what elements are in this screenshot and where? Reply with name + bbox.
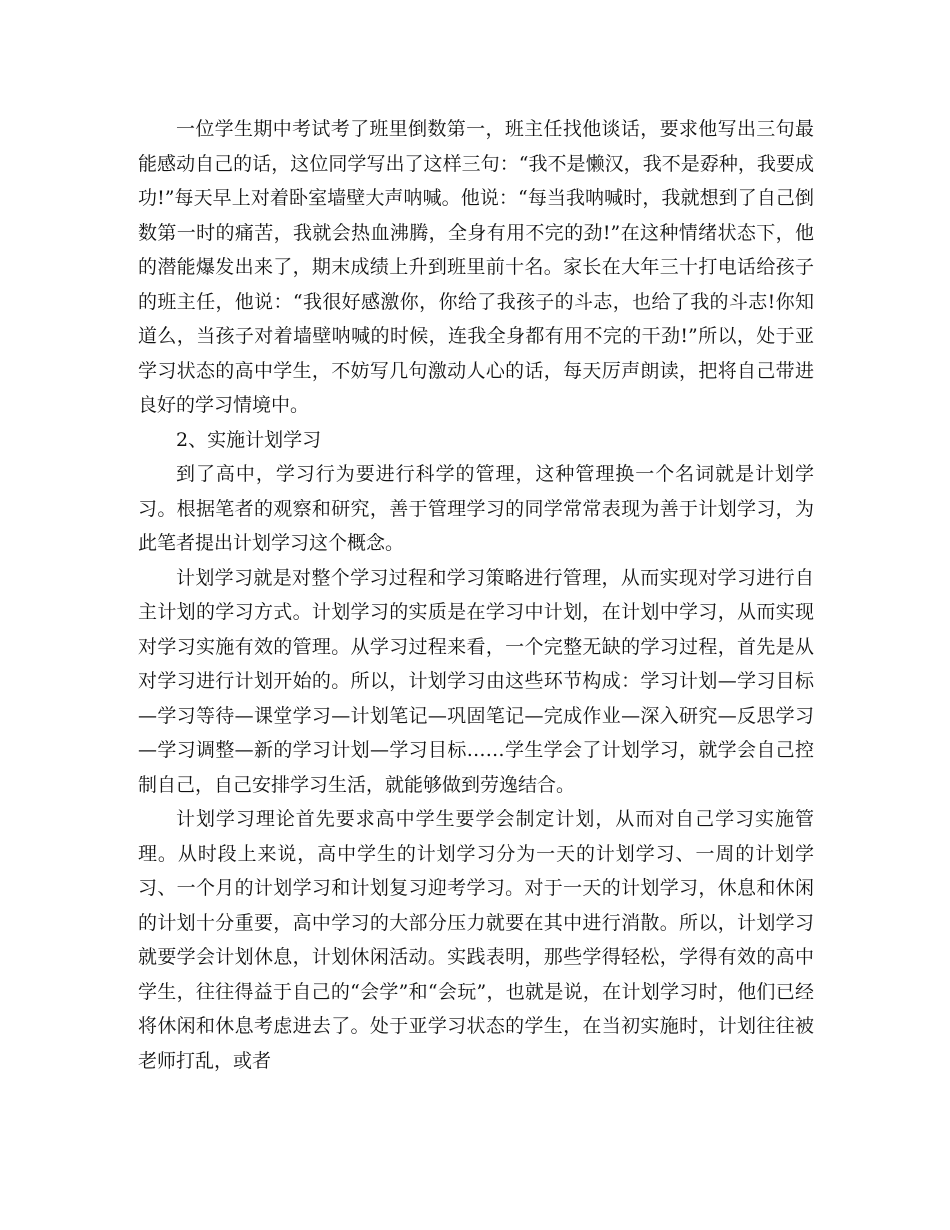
paragraph-planned-learning-definition: 计划学习就是对整个学习过程和学习策略进行管理，从而实现对学习进行自主计划的学习方式。计划学习的实质是在学习中计划，在计划中学习，从而实现对学习实施有效的管理。从学习过程来看，一个完整无缺的学习过程，首先是从对学习进行计划开始的。所以，计划学习由这些环节构成：学习计划—学习目标—学习等待—课堂学习—计划笔记—巩固笔记—完成作业—深入研究—反思学习—学习调整—新的学习计划—学习目标……学生学会了计划学习，就学会自己控制自己，自己安排学习生活，就能够做到劳逸结合。 — [138, 566, 814, 796]
paragraph-motivation-story: 一位学生期中考试考了班里倒数第一，班主任找他谈话，要求他写出三句最能感动自己的话，这位同学写出了这样三句：“我不是懒汉，我不是孬种，我要成功!”每天早上对着卧室墙壁大声呐喊。他说：“每当我呐喊时，我就想到了自己倒数第一时的痛苦，我就会热血沸腾，全身有用不完的劲!”在这种情绪状态下，他的潜能爆发出来了，期末成绩上升到班里前十名。家长在大年三十打电话给孩子的班主任，他说：“我很好感激你，你给了我孩子的斗志，也给了我的斗志!你知道么，当孩子对着墙壁呐喊的时候，连我全身都有用不完的干劲!”所以，处于亚学习状态的高中学生，不妨写几句激动人心的话，每天厉声朗读，把将自己带进良好的学习情境中。 — [138, 118, 814, 416]
paragraph-planned-learning-theory: 计划学习理论首先要求高中学生要学会制定计划，从而对自己学习实施管理。从时段上来说，高中学生的计划学习分为一天的计划学习、一周的计划学习、一个月的计划学习和计划复习迎考学习。对于一天的计划学习，休息和休闲的计划十分重要，高中学习的大部分压力就要在其中进行消散。所以，计划学习就要学会计划休息，计划休闲活动。实践表明，那些学得轻松，学得有效的高中学生，往往得益于自己的“会学”和“会玩”，也就是说，在计划学习时，他们已经将休闲和休息考虑进去了。处于亚学习状态的学生，在当初实施时，计划往往被老师打乱，或者 — [138, 808, 814, 1072]
document-body — [138, 112, 814, 1078]
section-heading-planned-learning: 2、实施计划学习 — [176, 428, 322, 451]
paragraph-planned-learning-intro: 到了高中，学习行为要进行科学的管理，这种管理换一个名词就是计划学习。根据笔者的观察和研究，善于管理学习的同学常常表现为善于计划学习，为此笔者提出计划学习这个概念。 — [138, 463, 814, 554]
